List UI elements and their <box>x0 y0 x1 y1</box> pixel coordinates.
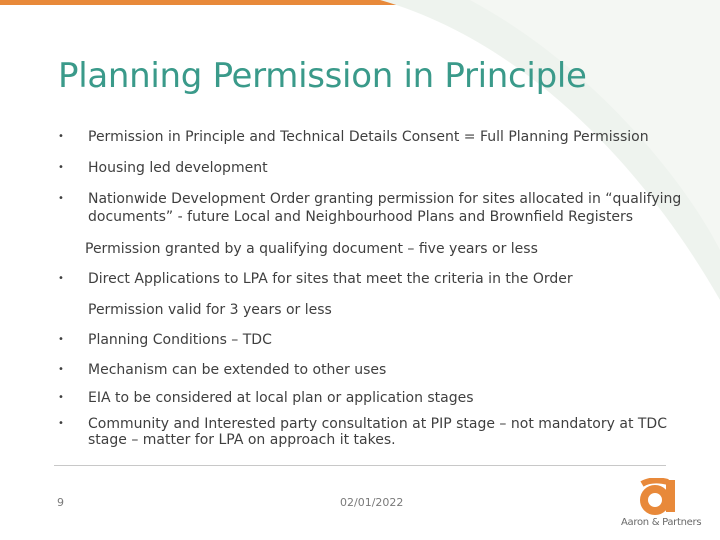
bullet-text: Direct Applications to LPA for sites that meet the criteria in the Order <box>88 271 573 287</box>
footer-date: 02/01/2022 <box>340 496 404 509</box>
bullet-marker: • <box>58 364 64 375</box>
bullet-text: Permission in Principle and Technical Details Consent = Full Planning Permission <box>88 129 649 145</box>
aaron-partners-logo-icon <box>638 478 682 516</box>
logo-wordmark: Aaron & Partners <box>621 517 702 528</box>
bullet-marker: • <box>58 162 64 173</box>
bullet-marker: • <box>58 273 64 284</box>
bullet-marker: • <box>58 392 64 403</box>
bullet-marker: • <box>58 418 64 429</box>
bullet-marker: • <box>58 334 64 345</box>
bullet-text: Mechanism can be extended to other uses <box>88 362 387 378</box>
page-number: 9 <box>57 496 64 509</box>
slide-title: Planning Permission in Principle <box>58 56 587 96</box>
subnote: Permission valid for 3 years or less <box>88 302 332 318</box>
bullet-text: Planning Conditions – TDC <box>88 332 272 348</box>
bullet-text: Housing led development <box>88 160 268 176</box>
bullet-text: Community and Interested party consultation at PIP stage – not mandatory at TDC stage – matter for LPA on approach it takes. <box>88 416 667 448</box>
footer-divider <box>54 465 666 466</box>
subnote: Permission granted by a qualifying document – five years or less <box>85 241 538 257</box>
bullet-text: Nationwide Development Order granting permission for sites allocated in “qualifying documents” - future Local and Neighbourhood Plans and Brownfield Registers <box>88 191 682 225</box>
bullet-text: EIA to be considered at local plan or application stages <box>88 390 474 406</box>
bullet-marker: • <box>58 131 64 142</box>
bullet-marker: • <box>58 193 64 204</box>
